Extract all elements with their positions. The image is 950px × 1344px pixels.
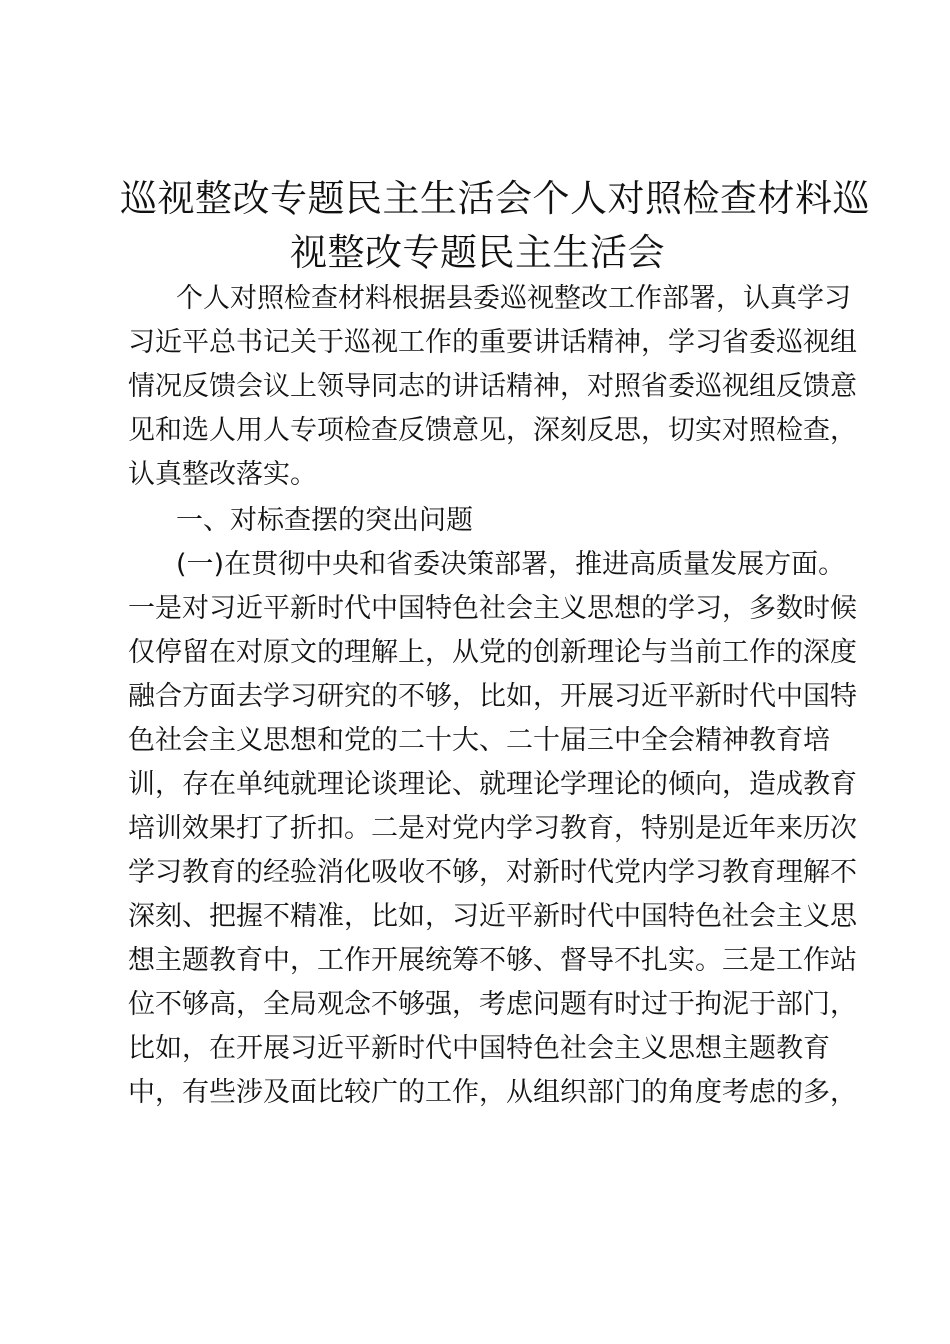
- paragraph-line: 训，存在单纯就理论谈理论、就理论学理论的倾向，造成教育: [128, 769, 857, 800]
- paragraph-line: 比如，在开展习近平新时代中国特色社会主义思想主题教育: [128, 1033, 830, 1064]
- title-line: 巡视整改专题民主生活会个人对照检查材料巡: [120, 177, 870, 220]
- paragraph-line: 深刻、把握不精准，比如，习近平新时代中国特色社会主义思: [128, 901, 857, 932]
- paragraph-line: 仅停留在对原文的理解上，从党的创新理论与当前工作的深度: [128, 637, 857, 668]
- paragraph-line: 融合方面去学习研究的不够，比如，开展习近平新时代中国特: [128, 681, 857, 712]
- paragraph-line: 中，有些涉及面比较广的工作，从组织部门的角度考虑的多，: [128, 1077, 857, 1108]
- paragraph-line: 个人对照检查材料根据县委巡视整改工作部署，认真学习: [176, 283, 851, 314]
- paragraph-line: 习近平总书记关于巡视工作的重要讲话精神，学习省委巡视组: [128, 327, 857, 358]
- paragraph-line: 想主题教育中，工作开展统筹不够、督导不扎实。三是工作站: [128, 945, 857, 976]
- subsection-heading: (一)在贯彻中央和省委决策部署，推进高质量发展方面。: [176, 549, 846, 580]
- paragraph-line: 一是对习近平新时代中国特色社会主义思想的学习，多数时候: [128, 593, 857, 624]
- paragraph-line: 学习教育的经验消化吸收不够，对新时代党内学习教育理解不: [128, 857, 857, 888]
- paragraph-line: 位不够高，全局观念不够强，考虑问题有时过于拘泥于部门，: [128, 989, 857, 1020]
- section-heading: 一、对标查摆的突出问题: [176, 505, 473, 536]
- paragraph-line: 认真整改落实。: [128, 459, 317, 490]
- document-title: [120, 172, 870, 280]
- paragraph-line: 色社会主义思想和党的二十大、二十届三中全会精神教育培: [128, 725, 830, 756]
- paragraph-line: 见和选人用人专项检查反馈意见，深刻反思，切实对照检查，: [128, 415, 857, 446]
- title-line: 视整改专题民主生活会: [290, 231, 665, 274]
- paragraph-line: 培训效果打了折扣。二是对党内学习教育，特别是近年来历次: [128, 813, 857, 844]
- paragraph-line: 情况反馈会议上领导同志的讲话精神，对照省委巡视组反馈意: [128, 371, 857, 402]
